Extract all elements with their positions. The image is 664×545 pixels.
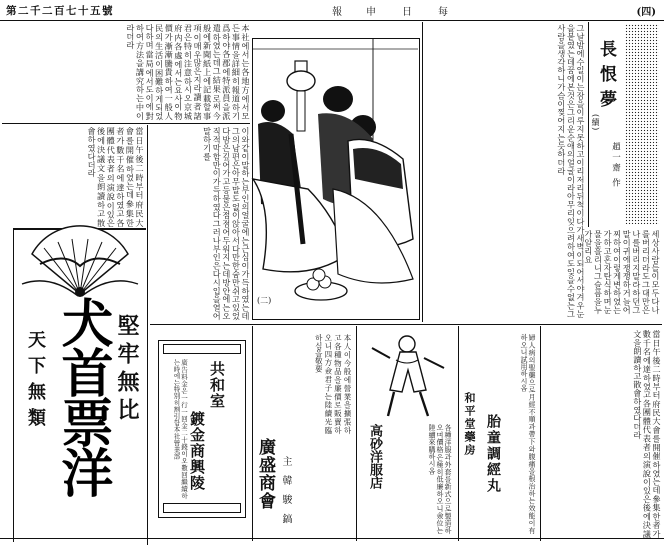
kwangsong-advert	[254, 328, 354, 538]
fan-emblem-icon	[20, 234, 140, 302]
tailor-body: 各種洋服과外套를新式으로製造하오며價格은極히低廉하오니僉位는陸續來購하시옵	[428, 424, 452, 534]
medicine-body: 婦人病의聖藥으로月經不順과帶下와腹痛을根治하는效能이有하오니試用하시옵	[520, 334, 536, 534]
serial-novel-title: 長恨夢	[596, 40, 616, 115]
column-divider	[458, 326, 459, 541]
issue-number: 第二千二百七十五號	[6, 5, 114, 17]
paper-title-char-3: 日	[402, 7, 412, 18]
illustration-drawing	[253, 39, 418, 318]
medicine-name: 胎童調經丸	[485, 414, 501, 494]
serial-novel-illustration	[252, 38, 420, 320]
kwangsong-name: 廣盛商會	[255, 438, 275, 510]
medicine-advert	[460, 328, 538, 538]
medicine-seller: 和平堂藥房	[463, 392, 476, 457]
kyowa-name: 共和室	[208, 361, 226, 409]
article-column-right-top: 세상사람들이모두다나를버리더라도그대만은나를버리지말라하던그말이귀에쟁쟁하거늘어찌하여이렇게변하였는가하고혼자탄식하며눈물을흘리니그슬픔을누가알리요	[583, 230, 661, 314]
paper-title-char-2: 申	[366, 7, 376, 18]
serial-novel-author: 趙一齋 作	[610, 142, 621, 189]
western-tailor-advert	[358, 328, 456, 538]
novel-header-ornament	[625, 24, 659, 224]
page-bottom-rule	[0, 538, 664, 539]
article-column-top-left-3: 當日午後二時부터府民大會를開催하였는데參集한者가數千名에達하였고各團體代表者의演說이있은後에決議文을朗讀하고散會하였다더라	[87, 127, 145, 227]
kyowa-body: 廣告料金은一行一回金二十錢이오數回繼續하는時에는特別히割引함本社營業部	[172, 359, 188, 499]
column-divider	[13, 228, 14, 542]
serial-novel-header	[588, 22, 660, 227]
masthead-bar	[0, 0, 664, 21]
article-column-bottom-right: 當日午後二時부터府民大會를開催하였는데參集한者가數千名에達하였고各團體代表者의演說이있은後에決議文을朗讀하고散會하였다더라	[632, 330, 662, 538]
dancer-figure-icon	[362, 330, 452, 420]
serial-novel-text: 그날밤에수일이는잠을이루지못하고이리저리뒤척이다가새벽이되어서야겨우눈을붙였는데꿈에본것은그리운순애의얼굴이라아무리잊으려하여도잊을수없는그사람을생각하니가슴이찢어지는듯하더라	[556, 24, 586, 318]
kyowa-subtitle: 鍍金商興陵	[188, 411, 206, 491]
column-divider	[540, 326, 541, 541]
paper-title-char-1: 報	[332, 7, 342, 18]
article-column-top-left-2: 이와같이말하는부인의얼굴에는근심이가득하였는데그의남편은아무말도없이앉아서다만한숨만쉬고있었다밤은깊어가고등불은점점어두워지는데방안에는오직적막함만이가득하였다그러나부인은다시입을열어말하기를	[202, 127, 251, 321]
advert-slogan-right: 堅牢無比	[114, 314, 140, 426]
column-divider	[422, 22, 423, 322]
page-number: (四)	[636, 7, 656, 18]
advert-bottom-band	[163, 503, 241, 513]
paper-title-char-4: 每	[438, 7, 448, 18]
kwangsong-body: 本人이今般에營業을擴張하고各種物品을廉價로販賣하오니四方僉君子는陸續光臨하심을敬要	[314, 334, 352, 434]
kyowa-advert	[158, 340, 246, 518]
column-divider	[356, 326, 357, 541]
serial-novel-installment: (續)	[591, 114, 600, 132]
article-column-top-left-1: 本社에서는各地方에서모든事情을詳細히報道하기爲하야各郡에特派員을派遣하였는데그結果로써今般에新聞紙上에記載할事項이매우많은지라讀者諸君은特히注意하시오京城府内各處에서는요사이物價가漸漸騰貴하여一般人民의生活이困難하게되었다하며當局에서도이에對하여方法을講究하는中이라더라	[125, 24, 251, 120]
illustration-caption: (二)	[257, 296, 272, 305]
column-divider	[147, 125, 148, 545]
inukubi-advert	[14, 228, 146, 540]
advert-brand-name: 犬首票洋	[52, 296, 113, 496]
advert-slogan-left: 天下無類	[25, 330, 46, 434]
column-divider	[252, 326, 253, 541]
advert-top-band	[163, 344, 241, 354]
kwangsong-owner: 主 韓 駿 鎬	[280, 456, 291, 527]
section-divider	[150, 324, 662, 325]
tailor-shop-label: 高砂洋服店	[367, 424, 382, 489]
column-divider	[2, 123, 250, 124]
